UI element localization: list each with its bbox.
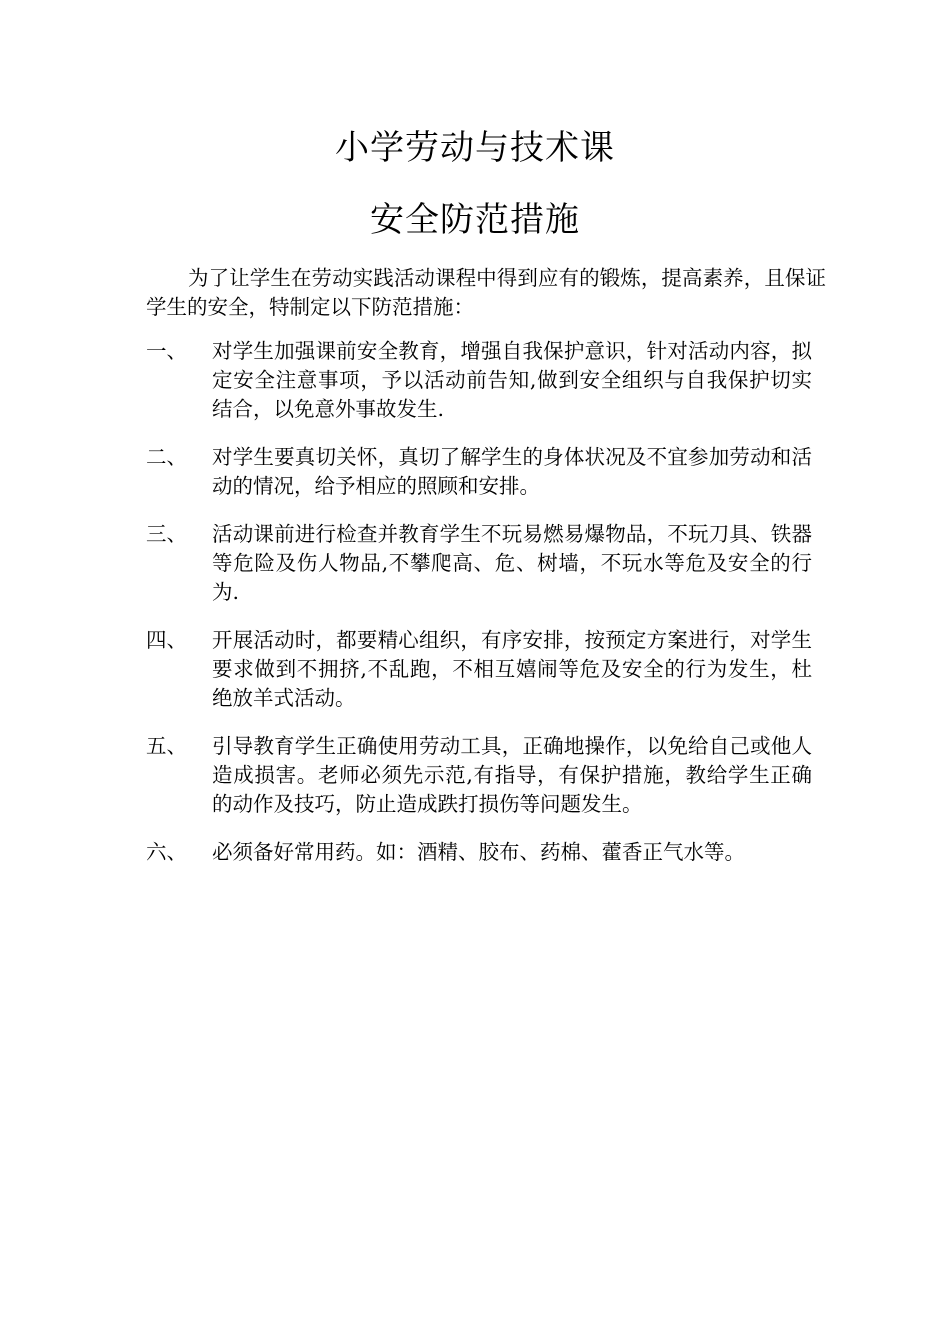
list-item: [146, 732, 826, 819]
list-item-text: 引导教育学生正确使用劳动工具，正确地操作，以免给自己或他人造成损害。老师必须先示范,有指导，有保护措施，教给学生正确的动作及技巧，防止造成跌打损伤等问题发生。: [212, 734, 812, 816]
list-item-number: 四、: [146, 628, 187, 652]
list-item-text: 开展活动时，都要精心组织，有序安排，按预定方案进行，对学生要求做到不拥挤,不乱跑，不相互嬉闹等危及安全的行为发生，杜绝放羊式活动。: [212, 628, 812, 710]
list-item: [146, 520, 826, 607]
list-item: [146, 443, 826, 501]
list-item-text: 对学生加强课前安全教育，增强自我保护意识，针对活动内容，拟定安全注意事项，予以活动前告知,做到安全组织与自我保护切实结合，以免意外事故发生.: [212, 339, 812, 421]
list-item-number: 五、: [146, 734, 187, 758]
list-item-text: 必须备好常用药。如：酒精、胶布、药棉、藿香正气水等。: [212, 840, 745, 864]
list-item-number: 六、: [146, 840, 187, 864]
list-item-number: 三、: [146, 522, 187, 546]
list-item: [146, 626, 826, 713]
document-title: 小学劳动与技术课: [335, 128, 615, 168]
list-item-number: 二、: [146, 445, 187, 469]
list-item-number: 一、: [146, 339, 187, 363]
measures-list: [146, 337, 826, 886]
list-item: [146, 838, 826, 867]
list-item: [146, 337, 826, 424]
list-item-text: 对学生要真切关怀，真切了解学生的身体状况及不宜参加劳动和活动的情况，给予相应的照顾和安排。: [212, 445, 812, 498]
intro-paragraph: 为了让学生在劳动实践活动课程中得到应有的锻炼，提高素养，且保证学生的安全，特制定以下防范措施：: [146, 266, 826, 319]
document-subtitle: 安全防范措施: [370, 200, 580, 240]
list-item-text: 活动课前进行检查并教育学生不玩易燃易爆物品，不玩刀具、铁器等危险及伤人物品,不攀爬高、危、树墙，不玩水等危及安全的行为.: [212, 522, 812, 604]
